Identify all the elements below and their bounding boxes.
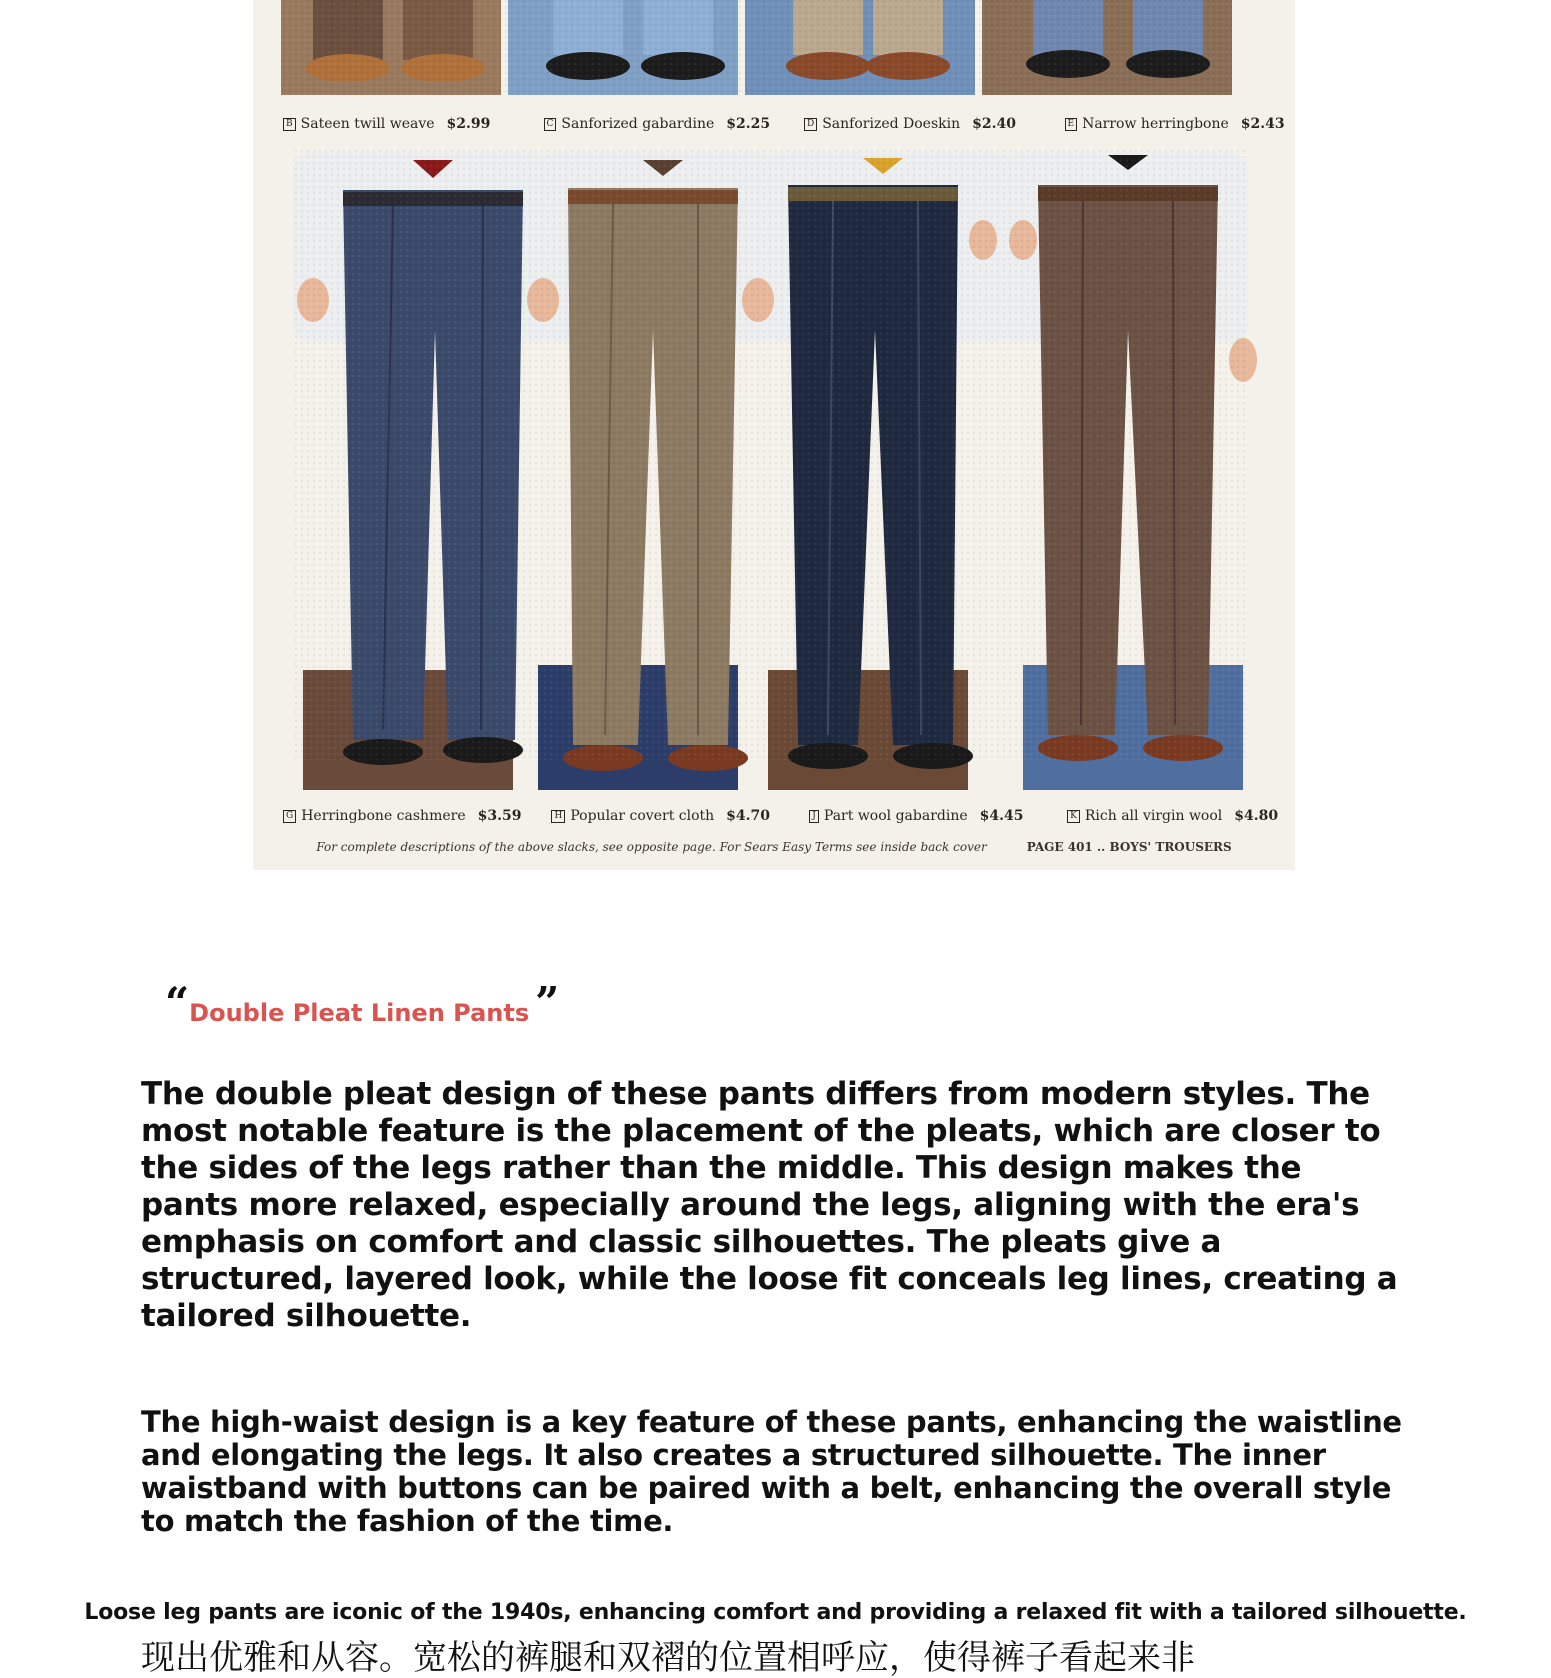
catalog-page-ref: PAGE 401 .. BOYS' TROUSERS	[1026, 840, 1232, 854]
bottom-row-trousers	[293, 150, 1257, 790]
cropped-chinese-line: 现出优雅和从容。宽松的裤腿和双褶的位置相呼应，使得裤子看起来非	[141, 1638, 1195, 1678]
caption-gabardine: C Sanforized gabardine $2.25	[514, 116, 775, 132]
caption-covert: H Popular covert cloth $4.70	[521, 808, 779, 824]
caption-cashmere: G Herringbone cashmere $3.59	[253, 808, 521, 824]
catalog-footnote: For complete descriptions of the above slacks, see opposite page. For Sears Easy Terms see inside back cover PAGE 401 .. BOYS' TROUSERS	[316, 840, 1232, 854]
paragraph-high-waist: The high-waist design is a key feature of these pants, enhancing the waistline and elongating the legs. It also creates a structured silhouette. The inner waistband with buttons can be paired with a belt, enhancing the overall style to match the fashion of the time.	[141, 1405, 1402, 1538]
top-caption-row	[253, 116, 1295, 132]
paragraph-pleat-design: The double pleat design of these pants differs from modern styles. The most notable feature is the placement of the pleats, which are closer to the sides of the legs rather than the middle. This design makes the pants more relaxed, especially around the legs, aligning with the era's emphasis on comfort and classic silhouettes. The pleats give a structured, layered look, while the loose fit conceals leg lines, creating a tailored silhouette.	[141, 1076, 1398, 1334]
caption-wool-gabardine: J Part wool gabardine $4.45	[779, 808, 1037, 824]
bottom-caption-row	[253, 808, 1295, 824]
top-row-trousers	[281, 0, 1232, 95]
catalog-illustration	[253, 0, 1295, 870]
summary-line: Loose leg pants are iconic of the 1940s, enhancing comfort and providing a relaxed fit with a tailored silhouette.	[84, 1600, 1467, 1625]
close-quote-mark: ”	[535, 978, 560, 1027]
caption-doeskin: D Sanforized Doeskin $2.40	[774, 116, 1035, 132]
section-title	[165, 978, 560, 1035]
caption-virgin-wool: K Rich all virgin wool $4.80	[1037, 808, 1295, 824]
caption-herringbone: E Narrow herringbone $2.43	[1035, 116, 1296, 132]
open-quote-mark: “	[165, 978, 190, 1027]
caption-sateen: B Sateen twill weave $2.99	[253, 116, 514, 132]
title-text: Double Pleat Linen Pants	[189, 999, 530, 1027]
